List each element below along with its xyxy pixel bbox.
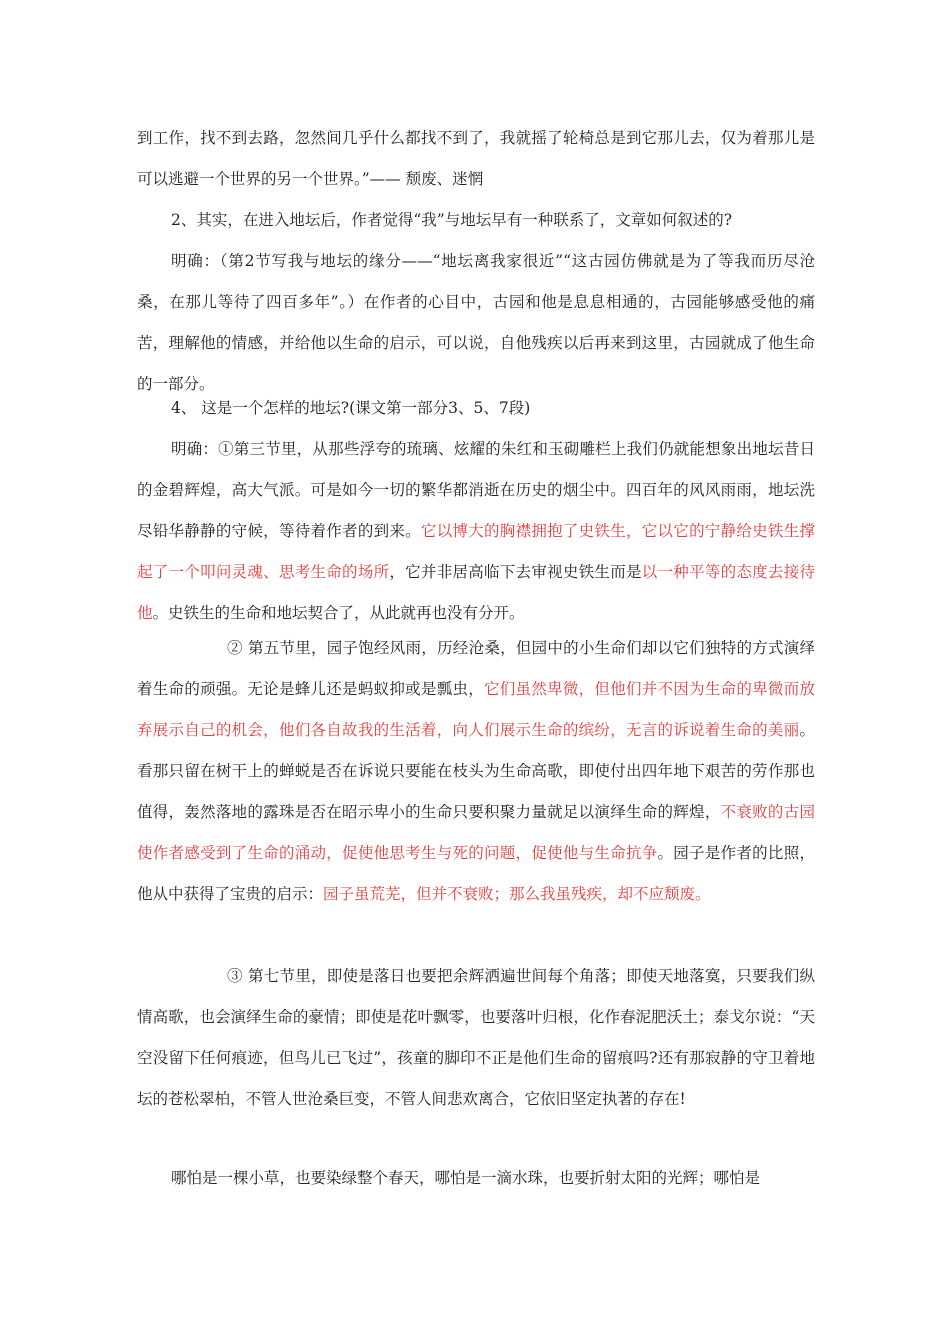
body-text: 明确：（第2节写我与地坛的缘分——“地坛离我家很近”“这古园仿佛就是为了等我而历尽沧桑，在那儿等待了四百多年”。）在作者的心目中，古园和他是息息相通的，古园能够感受他的痛苦，理解他的情感，并给他以生命的启示，可以说，自他残疾以后再来到这里，古园就成了他生命的一部分。: [137, 252, 815, 393]
paragraph-5: [137, 429, 815, 634]
body-text: 。史铁生的生命和地坛契合了，从此就再也没有分开。: [152, 604, 525, 622]
body-text: 。园子是作者的比照，他从中获得了宝贵的启示：: [137, 844, 815, 903]
paragraph-4: [137, 388, 815, 429]
body-text: 明确：①第三节里，从那些浮夸的琉璃、炫耀的朱红和玉砌雕栏上我们仍就能想象出地坛昔日的金碧辉煌，高大气派。可是如今一切的繁华都消逝在历史的烟尘中。四百年的风风雨雨，地坛洗尽铅华静静的守候，等待着作者的到来。: [137, 440, 815, 540]
body-text: ③ 第七节里，即使是落日也要把余辉洒遍世间每个角落；即使天地落寞，只要我们纵情高歌，也会演绎生命的豪情；即使是花叶飘零，也要落叶归根，化作春泥肥沃土；泰戈尔说：“天空没留下任何痕迹，但鸟儿已飞过”，孩童的脚印不正是他们生命的留痕吗?还有那寂静的守卫着地坛的苍松翠柏，不管人世沧桑巨变，不管人间悲欢离合，它依旧坚定执著的存在!: [137, 967, 815, 1108]
paragraph-7: [137, 956, 815, 1120]
body-text: 2、其实，在进入地坛后，作者觉得“我”与地坛早有一种联系了，文章如何叙述的?: [171, 211, 733, 229]
highlighted-text: 它以博大的胸襟拥抱了史铁生，它以它的宁静给史铁生撑起了一个叩问灵魂、思考生命的场所: [137, 522, 815, 581]
paragraph-3: [137, 241, 815, 405]
highlighted-text: 它们虽然卑微，但他们并不因为生命的卑微而放弃展示自己的机会，他们各自故我的生活着，向人们展示生命的缤纷，无言的诉说着生命的美丽: [137, 680, 815, 739]
highlighted-text: 园子虽荒芜，但并不衰败；那么我虽残疾，却不应颓废。: [323, 885, 711, 903]
body-text: 到工作，找不到去路，忽然间几乎什么都找不到了，我就摇了轮椅总是到它那儿去，仅为着那儿是可以逃避一个世界的另一个世界。”—— 颓废、迷惘: [137, 129, 815, 188]
body-text: 哪怕是一棵小草，也要染绿整个春天，哪怕是一滴水珠，也要折射太阳的光辉；哪怕是: [171, 1169, 761, 1187]
paragraph-6: [137, 628, 815, 915]
highlighted-text: 不衰败的古园使作者感受到了生命的涌动，促使他思考生与死的问题，促使他与生命抗争: [137, 803, 815, 862]
highlighted-text: 以一种平等的态度去接待他: [137, 563, 815, 622]
paragraph-1: [137, 118, 815, 200]
paragraph-8: [137, 1158, 815, 1199]
body-text: ，它并非居高临下去审视史铁生而是: [389, 563, 642, 581]
body-text: ② 第五节里，园子饱经风雨，历经沧桑，但园中的小生命们却以它们独特的方式演绎着生命的顽强。无论是蜂儿还是蚂蚁抑或是瓢虫，: [137, 639, 815, 698]
body-text: 4、 这是一个怎样的地坛?(课文第一部分3、5、7段): [171, 399, 531, 417]
paragraph-2: [137, 200, 815, 241]
body-text: 。看那只留在树干上的蝉蜕是否在诉说只要能在枝头为生命高歌，即使付出四年地下艰苦的劳作那也值得，轰然落地的露珠是否在昭示卑小的生命只要积聚力量就足以演绎生命的辉煌，: [137, 721, 815, 821]
